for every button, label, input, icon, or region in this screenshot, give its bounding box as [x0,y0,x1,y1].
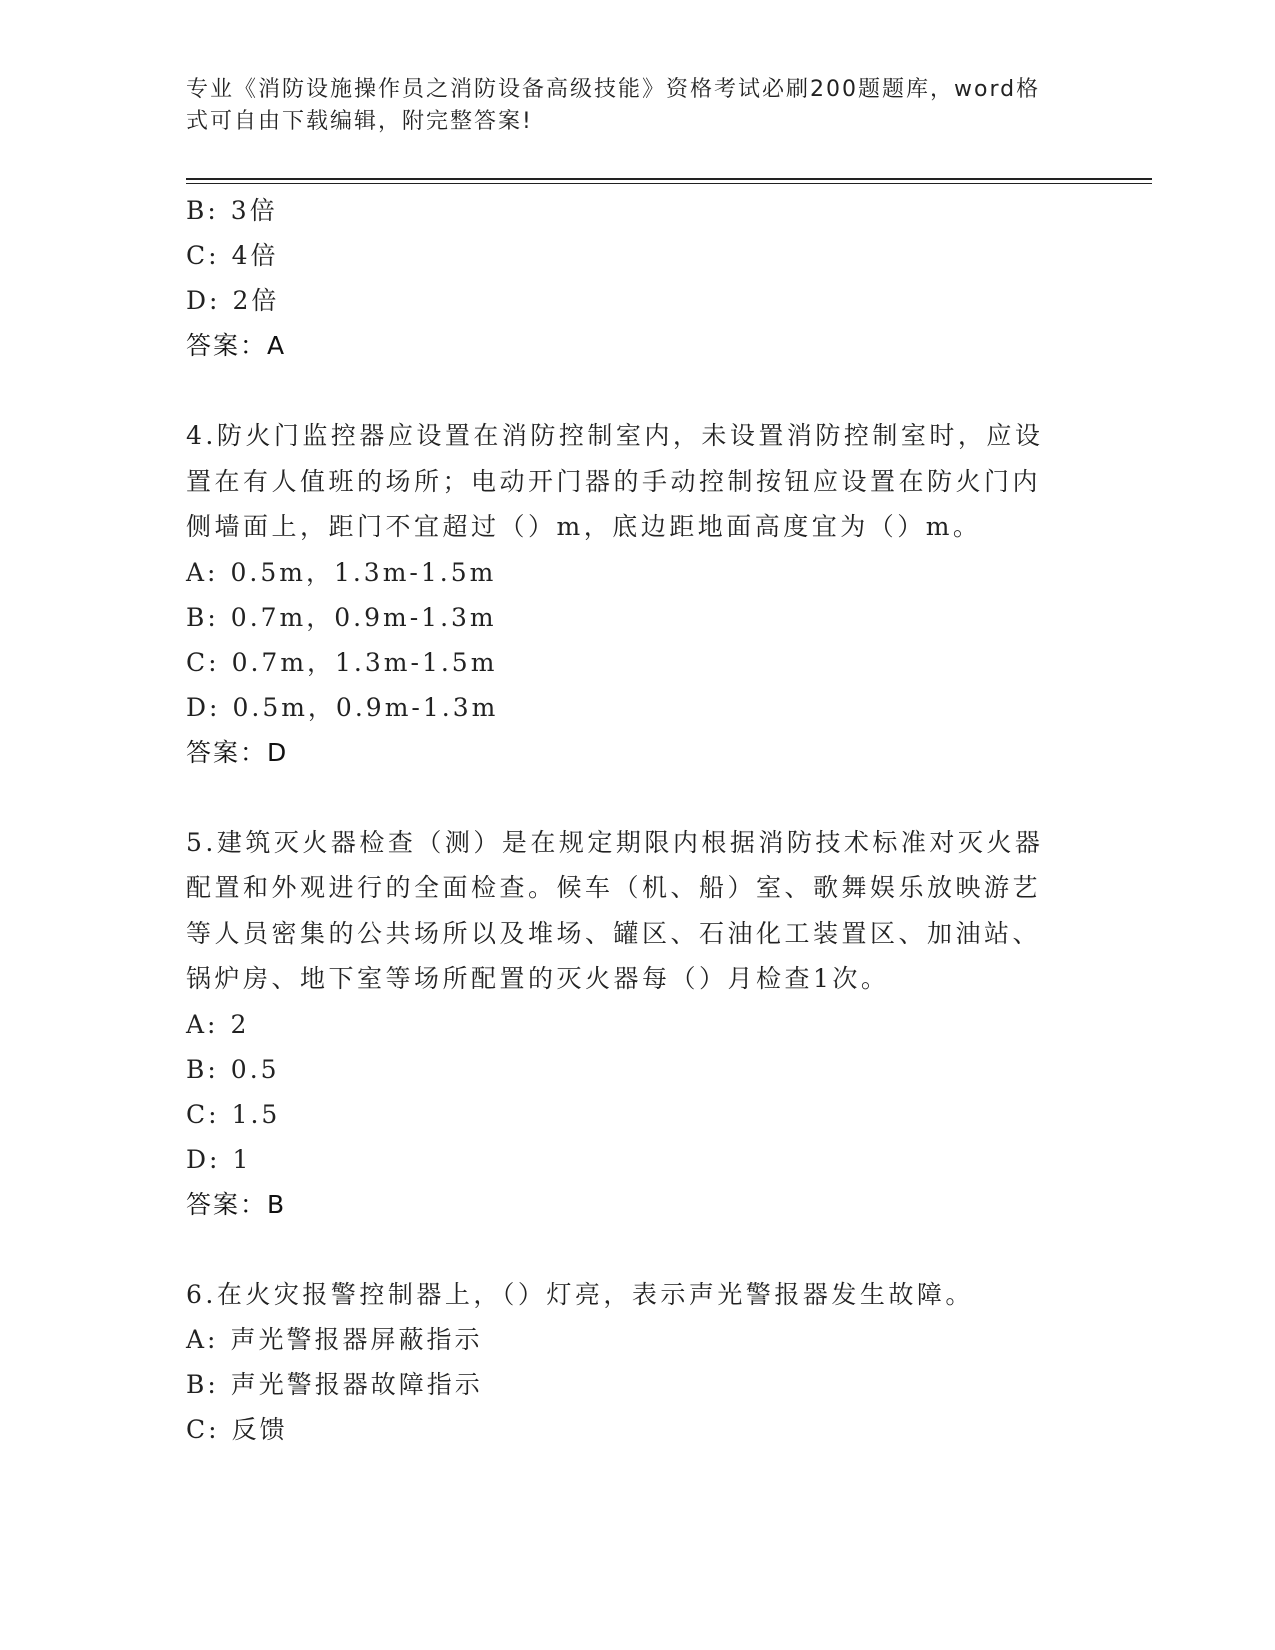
question-3 [186,188,1066,368]
header-title-line-1: 专业《消防设施操作员之消防设备高级技能》资格考试必刷200题题库，word格 [186,77,1041,102]
question-text: 4.防火门监控器应设置在消防控制室内，未设置消防控制室时，应设置在有人值班的场所；电动开门器的手动控制按钮应设置在防火门内侧墙面上，距门不宜超过（）m，底边距地面高度宜为（）m。 [186,421,1044,541]
option-b [186,595,1066,640]
answer: 答案：D [186,737,289,767]
header-rule-thick [186,178,1152,180]
option-text: 反馈 [231,1415,288,1444]
option-key: D: [186,286,221,315]
option-b [186,188,1066,233]
option-a [186,1317,1066,1362]
option-key: B: [186,196,219,225]
option-c [186,1092,1066,1137]
spacer [186,368,1066,413]
option-key: A: [186,1009,219,1039]
option-key: C: [186,1415,220,1444]
spacer [186,1227,1066,1272]
header-rule-thin [186,183,1152,184]
option-text: 1.5 [231,1099,281,1129]
answer: 答案：A [186,331,287,360]
question-text: 5.建筑灭火器检查（测）是在规定期限内根据消防技术标准对灭火器配置和外观进行的全面检查。候车（机、船）室、歌舞娱乐放映游艺等人员密集的公共场所以及堆场、罐区、石油化工装置区、加油站、锅炉房、地下室等场所配置的灭火器每（）月检查1次。 [186,827,1044,993]
option-key: B: [186,602,219,632]
question-4 [186,413,1066,775]
option-key: A: [186,1325,219,1354]
option-c [186,640,1066,685]
option-key: D: [186,1144,221,1174]
header-title-line-2: 式可自由下载编辑，附完整答案! [186,109,533,134]
question-text: 6.在火灾报警控制器上，（）灯亮，表示声光警报器发生故障。 [186,1279,974,1309]
document-body [186,188,1066,1452]
option-a [186,1002,1066,1047]
option-text: 0.5m，1.3m-1.5m [230,557,497,587]
option-text: 1 [232,1144,252,1174]
option-key: C: [186,647,220,677]
option-a [186,550,1066,595]
option-d [186,685,1066,730]
option-text: 0.7m，0.9m-1.3m [230,602,497,632]
option-d [186,1137,1066,1182]
option-b [186,1362,1066,1407]
option-text: 3倍 [230,196,278,225]
option-text: 0.5m，0.9m-1.3m [232,692,499,722]
option-d [186,278,1066,323]
option-text: 0.5 [230,1054,280,1084]
question-6 [186,1272,1066,1453]
option-c [186,1407,1066,1452]
option-key: B: [186,1370,219,1399]
option-key: C: [186,241,220,270]
option-text: 0.7m，1.3m-1.5m [231,647,498,677]
option-text: 4倍 [231,241,279,270]
question-5 [186,820,1066,1227]
option-text: 2 [230,1009,250,1039]
option-text: 2倍 [232,286,280,315]
document-header [186,74,1066,138]
option-c [186,233,1066,278]
option-text: 声光警报器故障指示 [230,1370,483,1399]
answer: 答案：B [186,1189,287,1219]
option-key: D: [186,692,221,722]
option-key: B: [186,1054,219,1084]
option-key: A: [186,557,219,587]
option-b [186,1047,1066,1092]
option-text: 声光警报器屏蔽指示 [230,1325,483,1354]
option-key: C: [186,1099,220,1129]
spacer [186,775,1066,820]
